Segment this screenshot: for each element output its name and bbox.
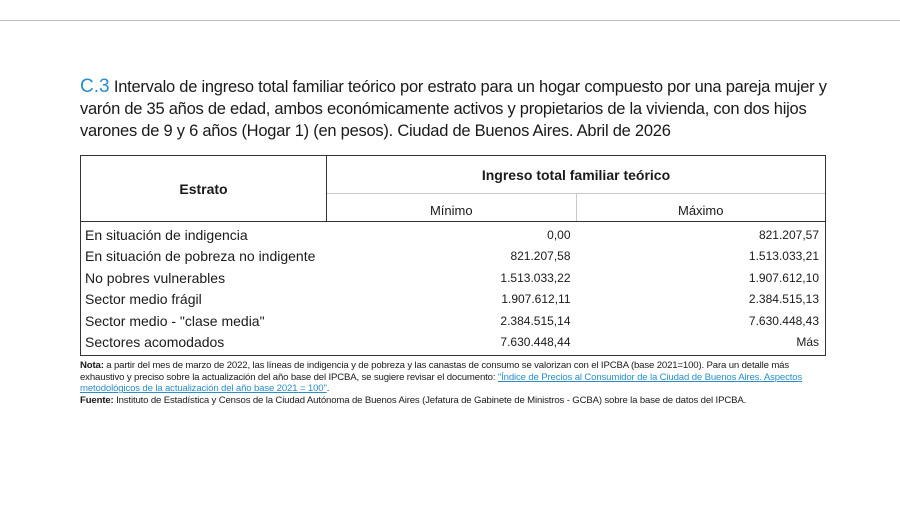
row-minimo: 1.513.033,22	[500, 270, 571, 285]
row-minimo: 0,00	[547, 227, 571, 242]
table-header	[80, 156, 826, 222]
fuente-paragraph	[80, 395, 828, 407]
table-row	[81, 224, 825, 246]
nota-end: .	[326, 383, 330, 395]
table-body	[80, 222, 826, 355]
table-row	[81, 289, 825, 311]
header-estrato: Estrato	[80, 156, 327, 221]
row-minimo: 7.630.448,44	[500, 335, 571, 350]
row-minimo: 821.207,58	[510, 249, 571, 264]
table-title	[80, 76, 830, 142]
methodology-link[interactable]: "Índice de Precios al Consumidor de la Ciudad de Buenos Aires. Aspectos metodológicos de la actualización del año base 2021 = 100"	[80, 371, 803, 395]
table-row	[81, 332, 825, 354]
nota-paragraph	[80, 360, 828, 395]
table-notes	[80, 360, 828, 406]
row-maximo: 1.513.033,21	[748, 249, 819, 264]
table-row	[81, 267, 825, 289]
top-divider	[0, 20, 900, 21]
row-minimo: 2.384.515,14	[500, 313, 571, 328]
row-maximo: 7.630.448,43	[748, 313, 819, 328]
header-ingreso: Ingreso total familiar teórico	[327, 156, 825, 194]
table-row	[81, 310, 825, 332]
nota-text: a partir del mes de marzo de 2022, las líneas de indigencia y de pobreza y las canastas de consumo se valorizan con el IPCBA (base 2021=100). Para un detalle más exhaustivo y preciso sobre la actualización del año base del IPCBA, se sugiere revisar el documento:	[80, 360, 790, 383]
row-estrato: En situación de pobreza no indigente	[85, 248, 316, 265]
header-subcolumns	[327, 194, 825, 221]
income-table	[80, 155, 826, 356]
row-estrato: En situación de indigencia	[85, 226, 248, 243]
nota-label: Nota:	[80, 360, 104, 371]
header-maximo: Máximo	[677, 203, 724, 218]
header-minimo: Mínimo	[327, 194, 577, 221]
row-estrato: Sector medio - "clase media"	[85, 312, 265, 329]
table-row	[81, 246, 825, 268]
row-estrato: Sector medio frágil	[85, 291, 202, 308]
row-maximo: Más	[796, 335, 819, 350]
row-maximo: 1.907.612,10	[748, 270, 819, 285]
row-estrato: No pobres vulnerables	[85, 269, 226, 286]
row-maximo: 2.384.515,13	[748, 292, 819, 307]
row-estrato: Sectores acomodados	[85, 334, 225, 351]
header-ingreso-group	[327, 156, 826, 221]
title-text: Intervalo de ingreso total familiar teórico por estrato para un hogar compuesto por una pareja mujer y varón de 35 años de edad, ambos económicamente activos y propietarios de la vivienda, con dos hijos varones de 9 y 6 años (Hogar 1) (en pesos). Ciudad de Buenos Aires. Abril de 2026	[80, 78, 827, 140]
title-code: C.3	[80, 76, 110, 97]
row-maximo: 821.207,57	[758, 227, 819, 242]
row-minimo: 1.907.612,11	[501, 292, 571, 307]
fuente-text: Instituto de Estadística y Censos de la Ciudad Autónoma de Buenos Aires (Jefatura de Gabinete de Ministros - GCBA) sobre la base de datos del IPCBA.	[113, 394, 747, 406]
fuente-label: Fuente:	[80, 394, 114, 406]
